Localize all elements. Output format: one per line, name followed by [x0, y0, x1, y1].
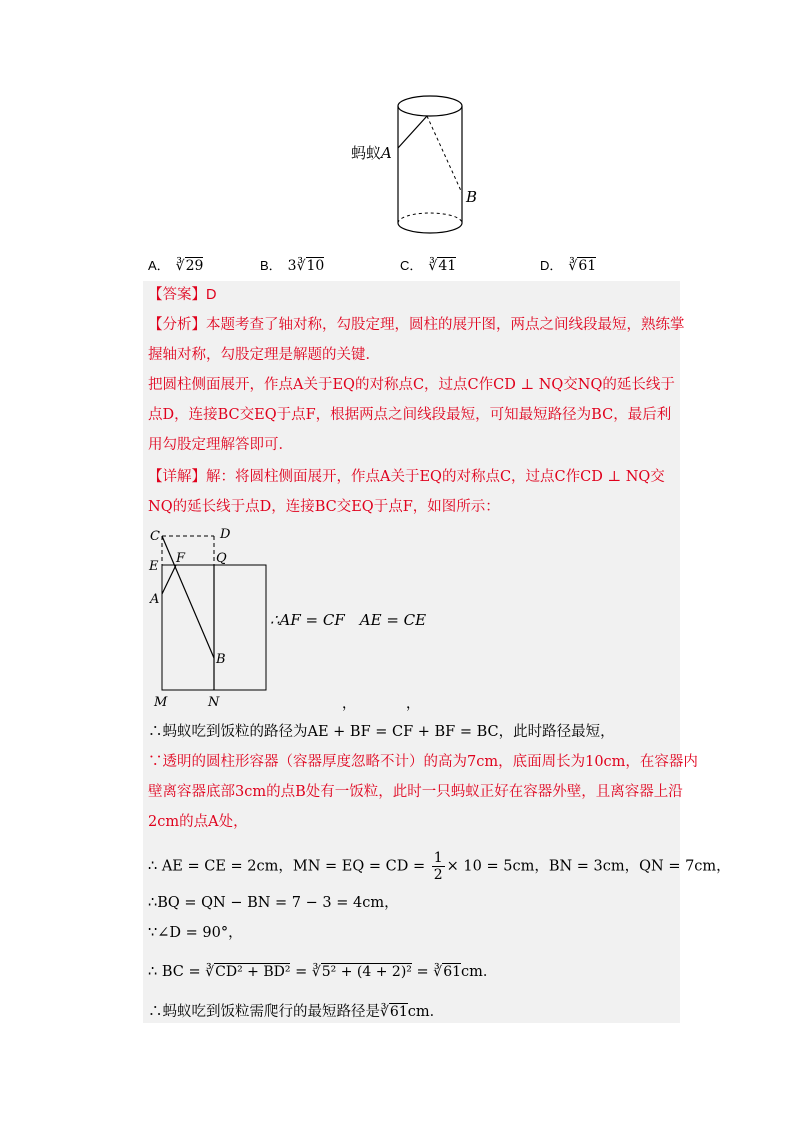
unfolded-diagram — [148, 520, 272, 716]
symmetry-equation: ∴AF = CF AE = CE — [270, 611, 427, 629]
label-m: M — [154, 695, 168, 710]
radical-1: ∛CD² + BD² — [205, 964, 291, 980]
conclusion-text: ∴蚂蚁吃到饭粒需爬行的最短路径是 — [148, 1004, 380, 1020]
analysis-line-2: 握轴对称，勾股定理是解题的关键． — [148, 347, 380, 363]
radicand: 29 — [185, 258, 204, 274]
ant-label — [351, 142, 392, 163]
label-d: D — [220, 527, 231, 542]
choice-label: B． — [260, 258, 282, 273]
label-a: A — [150, 592, 160, 607]
radical: ∛29 — [175, 258, 204, 274]
calc1-rest: × 10 = 5cm，BN = 3cm，QN = 7cm， — [446, 858, 731, 875]
comma-2: ， — [406, 696, 420, 712]
radicand: 41 — [438, 258, 457, 274]
label-e: E — [149, 559, 159, 574]
choice-d[interactable] — [540, 255, 596, 274]
ant-text: 蚂蚁 — [351, 144, 382, 162]
label-b: B — [216, 652, 226, 667]
coefficient: 3 — [287, 258, 297, 274]
detail-line-2: NQ的延长线于点D，连接BC交EQ于点F，如图所示： — [148, 499, 500, 515]
calc-line-4 — [148, 962, 497, 982]
choice-b[interactable] — [260, 255, 324, 274]
comma-1: ， — [342, 696, 356, 712]
cylinder-figure — [330, 88, 490, 248]
label-q: Q — [216, 551, 227, 566]
radical: ∛10 — [296, 258, 325, 274]
radicand-final: 61 — [389, 1004, 408, 1020]
calc-line-3: ∵∠D = 90°， — [148, 925, 243, 941]
choice-a[interactable] — [148, 255, 203, 274]
equals-1: = — [290, 964, 312, 980]
detail-tag: 【详解】 — [148, 469, 206, 485]
step-line-3: 壁离容器底部3cm的点B处有一饭粒，此时一只蚂蚁正好在容器外壁，且离容器上沿 — [148, 784, 683, 800]
analysis-line-4: 点D，连接BC交EQ于点F，根据两点之间线段最短，可知最短路径为BC，最后利 — [148, 407, 672, 423]
choice-label: D． — [540, 258, 563, 273]
answer-value: D — [206, 287, 217, 303]
analysis-line-3: 把圆柱侧面展开，作点A关于EQ的对称点C，过点C作CD ⊥ NQ交NQ的延长线于 — [148, 377, 675, 393]
answer-line — [148, 285, 216, 305]
answer-tag: 【答案】 — [148, 287, 206, 303]
choice-c[interactable] — [400, 255, 456, 274]
radicand: 10 — [306, 258, 325, 274]
fraction-numerator: 1 — [433, 850, 443, 866]
conclusion-unit: cm． — [407, 1004, 445, 1020]
calc1-text: ∴ AE = CE = 2cm，MN = EQ = CD = — [148, 858, 430, 875]
choice-label: C． — [400, 258, 423, 273]
calc-line-2: ∴BQ = QN − BN = 7 − 3 = 4cm， — [148, 895, 399, 911]
detail-line-1 — [148, 467, 665, 487]
radical-2: ∛5² + (4 + 2)² — [311, 964, 412, 980]
choice-label: A． — [148, 258, 170, 273]
radicand: 61 — [578, 258, 597, 274]
calc4-unit: cm． — [461, 964, 498, 980]
label-f: F — [176, 551, 186, 566]
detail-text: 解：将圆柱侧面展开，作点A关于EQ的对称点C，过点C作CD ⊥ NQ交 — [206, 469, 665, 485]
fraction-half — [432, 850, 445, 883]
step-line-1: ∴蚂蚁吃到饭粒的路径为AE + BF = CF + BF = BC，此时路径最短， — [148, 724, 615, 740]
label-c: C — [150, 529, 160, 544]
analysis-line-1 — [148, 315, 685, 335]
analysis-tag: 【分析】 — [148, 317, 206, 333]
radical-3: ∛61 — [433, 964, 462, 980]
fraction-denominator: 2 — [433, 867, 443, 883]
step-line-4: 2cm的点A处， — [148, 814, 248, 830]
calc-line-1 — [148, 850, 731, 883]
radical: ∛61 — [568, 258, 597, 274]
radical-final: ∛61 — [380, 1004, 408, 1020]
radicand-2: 5² + (4 + 2)² — [321, 964, 412, 980]
radicand-3: 61 — [443, 964, 462, 980]
analysis-text: 本题考查了轴对称，勾股定理，圆柱的展开图，两点之间线段最短，熟练掌 — [206, 317, 685, 333]
radicand-1: CD² + BD² — [215, 964, 291, 980]
radical: ∛41 — [428, 258, 457, 274]
point-a-label: A — [381, 144, 392, 162]
analysis-line-5: 用勾股定理解答即可． — [148, 437, 293, 453]
point-b-label: B — [466, 188, 478, 206]
calc4-lead: ∴ BC = — [148, 964, 206, 980]
step-line-2: ∵透明的圆柱形容器（容器厚度忽略不计）的高为7cm，底面周长为10cm，在容器内 — [148, 754, 698, 770]
equals-2: = — [411, 964, 434, 980]
label-n: N — [208, 695, 220, 710]
conclusion-line — [148, 1002, 444, 1022]
answer-choices — [148, 255, 668, 275]
